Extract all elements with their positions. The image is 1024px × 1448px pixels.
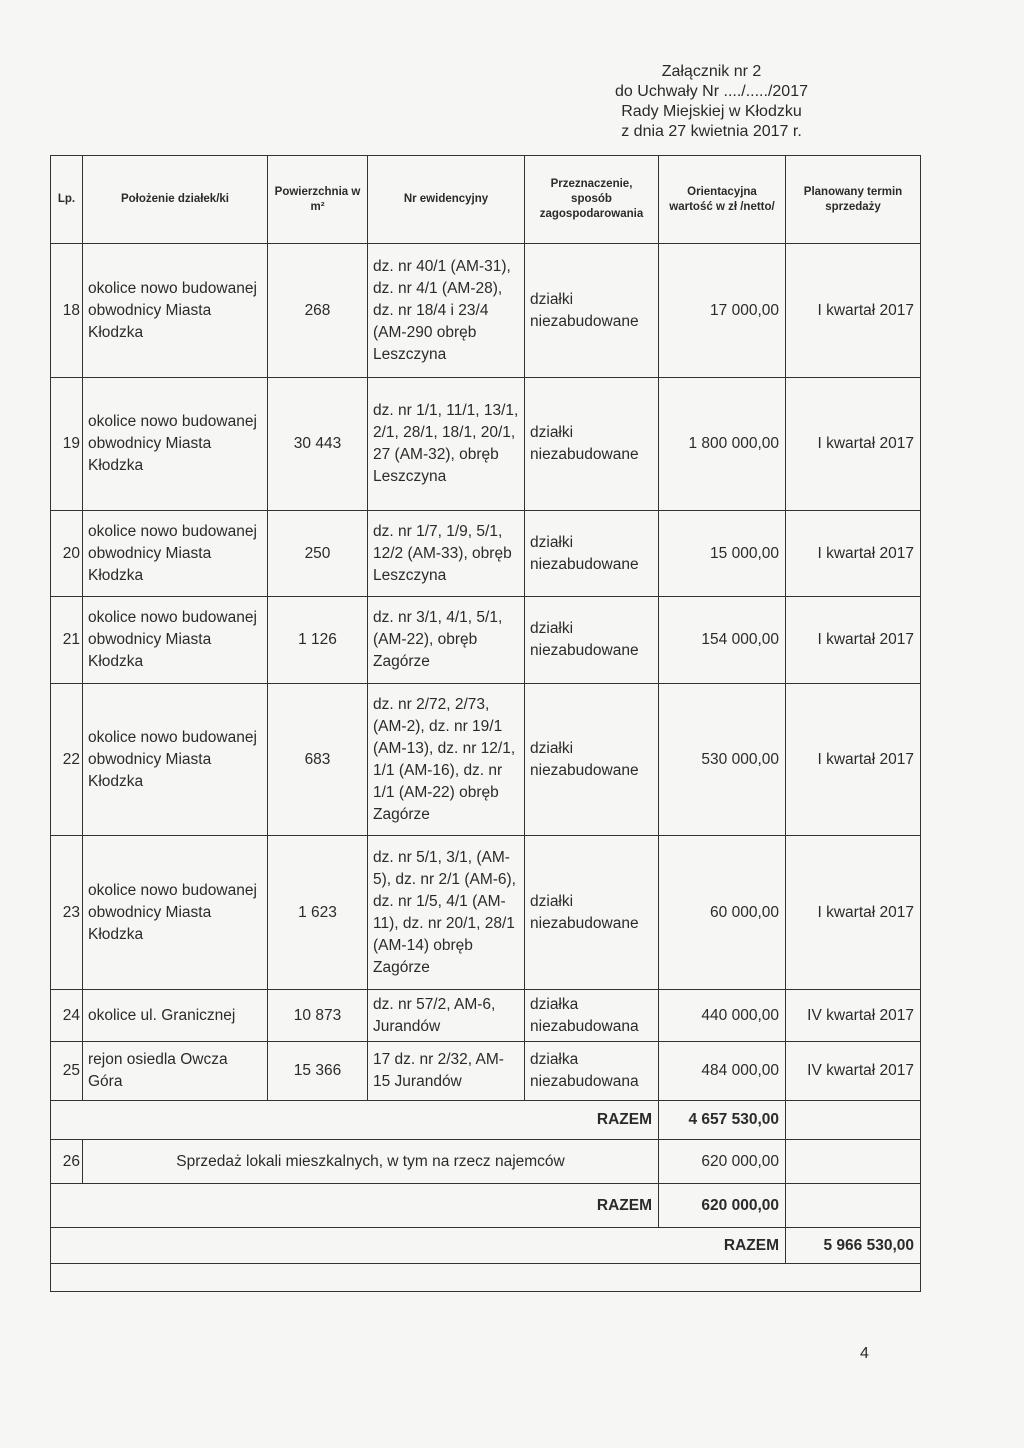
cell-parcel: dz. nr 57/2, AM-6, Jurandów	[368, 990, 525, 1042]
cell-term: I kwartał 2017	[786, 511, 921, 597]
cell-value: 620 000,00	[659, 1140, 786, 1184]
razem-row-2	[51, 1184, 921, 1228]
cell-purpose: działki niezabudowane	[525, 244, 659, 378]
col-header-term: Planowany termin sprzedaży	[786, 156, 921, 244]
cell-parcel: 17 dz. nr 2/32, AM-15 Jurandów	[368, 1042, 525, 1101]
cell-location: okolice nowo budowanej obwodnicy Miasta Kłodzka	[83, 378, 268, 511]
empty-cell	[51, 1264, 921, 1292]
cell-lp: 21	[51, 597, 83, 684]
cell-area: 250	[268, 511, 368, 597]
cell-term: I kwartał 2017	[786, 684, 921, 836]
cell-value: 154 000,00	[659, 597, 786, 684]
table-footer-empty-row	[51, 1264, 921, 1292]
table-row	[51, 597, 921, 684]
razem-label: RAZEM	[51, 1228, 786, 1264]
cell-area: 683	[268, 684, 368, 836]
table-row-26	[51, 1140, 921, 1184]
cell-purpose: działki niezabudowane	[525, 597, 659, 684]
cell-term: IV kwartał 2017	[786, 990, 921, 1042]
cell-parcel: dz. nr 5/1, 3/1, (AM-5), dz. nr 2/1 (AM-6), dz. nr 1/5, 4/1 (AM-11), dz. nr 20/1, 28/1 (AM-14) obręb Zagórze	[368, 836, 525, 990]
header-line-3: Rady Miejskiej w Kłodzku	[621, 103, 802, 120]
cell-location: rejon osiedla Owcza Góra	[83, 1042, 268, 1101]
cell-lp: 19	[51, 378, 83, 511]
col-header-value: Orientacyjna wartość w zł /netto/	[659, 156, 786, 244]
cell-area: 1 126	[268, 597, 368, 684]
cell-lp: 26	[51, 1140, 83, 1184]
cell-parcel: dz. nr 1/7, 1/9, 5/1, 12/2 (AM-33), obręb Leszczyna	[368, 511, 525, 597]
table-row	[51, 684, 921, 836]
col-header-location: Położenie działek/ki	[83, 156, 268, 244]
empty-cell	[786, 1184, 921, 1228]
col-header-lp: Lp.	[51, 156, 83, 244]
header-line-4: z dnia 27 kwietnia 2017 r.	[621, 123, 802, 140]
cell-value: 1 800 000,00	[659, 378, 786, 511]
cell-purpose: działki niezabudowane	[525, 836, 659, 990]
cell-value: 17 000,00	[659, 244, 786, 378]
cell-location: okolice nowo budowanej obwodnicy Miasta Kłodzka	[83, 684, 268, 836]
table-header-row	[51, 156, 921, 244]
header-line-1: Załącznik nr 2	[661, 63, 762, 80]
cell-term: I kwartał 2017	[786, 244, 921, 378]
cell-lp: 25	[51, 1042, 83, 1101]
cell-value: 530 000,00	[659, 684, 786, 836]
cell-term: I kwartał 2017	[786, 378, 921, 511]
cell-area: 30 443	[268, 378, 368, 511]
cell-value: 60 000,00	[659, 836, 786, 990]
cell-location: okolice nowo budowanej obwodnicy Miasta Kłodzka	[83, 836, 268, 990]
table-row	[51, 378, 921, 511]
cell-location: okolice nowo budowanej obwodnicy Miasta Kłodzka	[83, 244, 268, 378]
cell-term: I kwartał 2017	[786, 597, 921, 684]
empty-cell	[786, 1140, 921, 1184]
cell-lp: 20	[51, 511, 83, 597]
razem-row-1	[51, 1101, 921, 1140]
table-row	[51, 244, 921, 378]
cell-lp: 18	[51, 244, 83, 378]
cell-lp: 23	[51, 836, 83, 990]
cell-area: 10 873	[268, 990, 368, 1042]
razem-value: 4 657 530,00	[659, 1101, 786, 1140]
col-header-purpose: Przeznaczenie, sposób zagospodarowania	[525, 156, 659, 244]
cell-lp: 22	[51, 684, 83, 836]
cell-parcel: dz. nr 1/1, 11/1, 13/1, 2/1, 28/1, 18/1, 20/1, 27 (AM-32), obręb Leszczyna	[368, 378, 525, 511]
cell-description: Sprzedaż lokali mieszkalnych, w tym na rzecz najemców	[83, 1140, 659, 1184]
col-header-area: Powierzchnia w m²	[268, 156, 368, 244]
razem-value: 5 966 530,00	[786, 1228, 921, 1264]
table-row	[51, 836, 921, 990]
cell-value: 440 000,00	[659, 990, 786, 1042]
cell-term: IV kwartał 2017	[786, 1042, 921, 1101]
cell-purpose: działka niezabudowana	[525, 990, 659, 1042]
cell-parcel: dz. nr 2/72, 2/73, (AM-2), dz. nr 19/1 (AM-13), dz. nr 12/1, 1/1 (AM-16), dz. nr 1/1 (AM-22) obręb Zagórze	[368, 684, 525, 836]
header-line-2: do Uchwały Nr ..../...../2017	[615, 83, 808, 100]
attachment-header	[560, 62, 863, 142]
table-row	[51, 1042, 921, 1101]
property-sale-table	[50, 155, 921, 1292]
cell-value: 15 000,00	[659, 511, 786, 597]
cell-purpose: działki niezabudowane	[525, 378, 659, 511]
cell-term: I kwartał 2017	[786, 836, 921, 990]
table-row	[51, 511, 921, 597]
razem-label: RAZEM	[51, 1101, 659, 1140]
razem-label: RAZEM	[51, 1184, 659, 1228]
cell-purpose: działki niezabudowane	[525, 684, 659, 836]
col-header-parcel: Nr ewidencyjny	[368, 156, 525, 244]
table-row	[51, 990, 921, 1042]
razem-row-3	[51, 1228, 921, 1264]
cell-location: okolice nowo budowanej obwodnicy Miasta Kłodzka	[83, 511, 268, 597]
cell-area: 1 623	[268, 836, 368, 990]
cell-parcel: dz. nr 3/1, 4/1, 5/1, (AM-22), obręb Zagórze	[368, 597, 525, 684]
cell-purpose: działka niezabudowana	[525, 1042, 659, 1101]
cell-parcel: dz. nr 40/1 (AM-31), dz. nr 4/1 (AM-28), dz. nr 18/4 i 23/4 (AM-290 obręb Leszczyna	[368, 244, 525, 378]
cell-location: okolice nowo budowanej obwodnicy Miasta Kłodzka	[83, 597, 268, 684]
page-number: 4	[860, 1345, 869, 1362]
empty-cell	[786, 1101, 921, 1140]
cell-lp: 24	[51, 990, 83, 1042]
cell-area: 15 366	[268, 1042, 368, 1101]
cell-value: 484 000,00	[659, 1042, 786, 1101]
razem-value: 620 000,00	[659, 1184, 786, 1228]
cell-location: okolice ul. Granicznej	[83, 990, 268, 1042]
cell-area: 268	[268, 244, 368, 378]
cell-purpose: działki niezabudowane	[525, 511, 659, 597]
